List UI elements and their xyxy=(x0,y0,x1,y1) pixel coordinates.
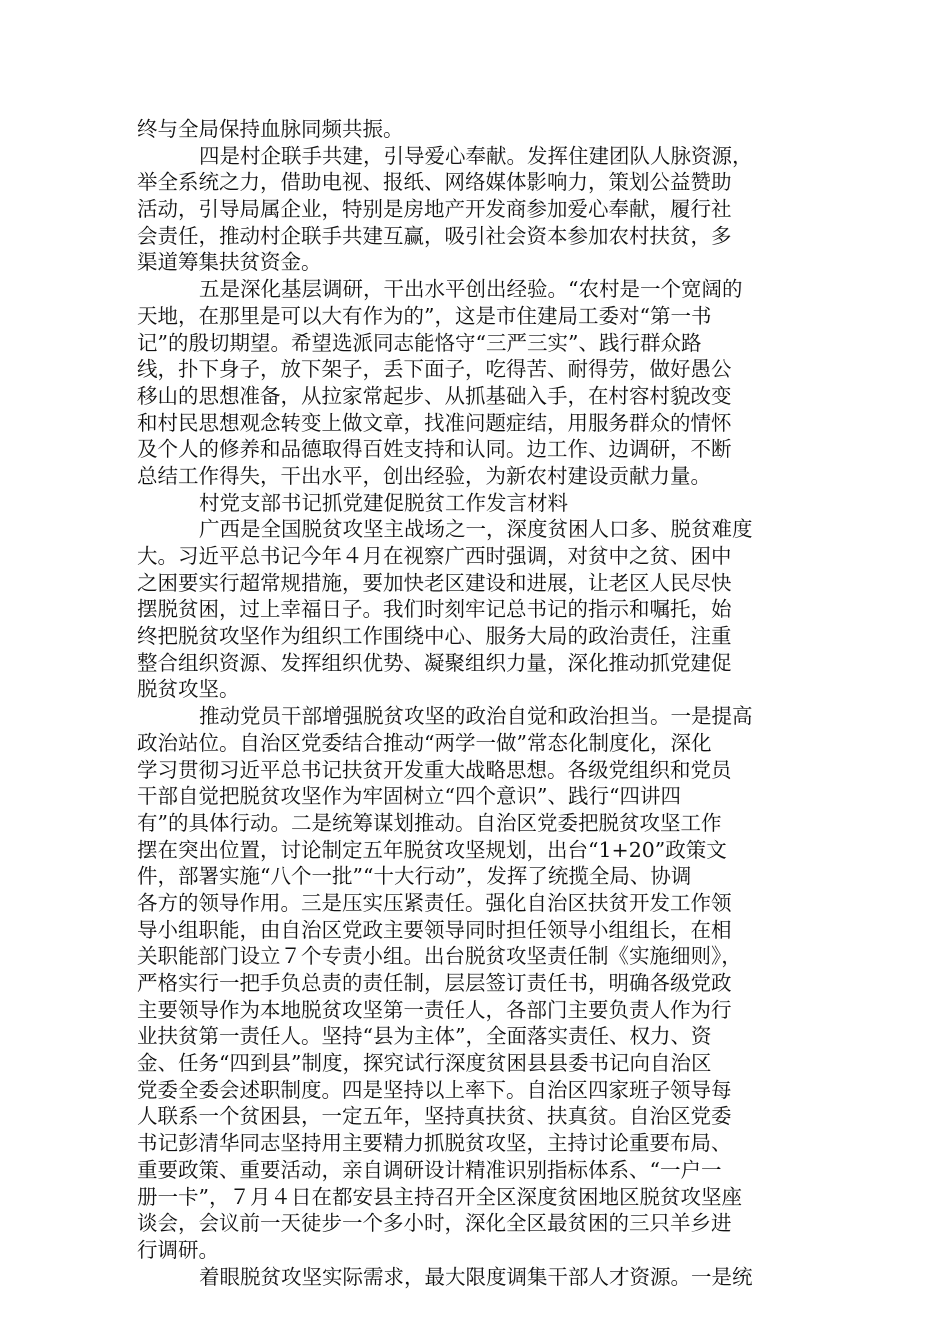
text-line: 终把脱贫攻坚作为组织工作围绕中心、服务大局的政治责任，注重 xyxy=(137,624,732,649)
text-line: 四是村企联手共建，引导爱心奉献。发挥住建团队人脉资源， xyxy=(199,143,753,168)
text-line: 天地，在那里是可以大有作为的”，这是市住建局工委对“第一书 xyxy=(137,303,712,328)
text-line: 摆在突出位置，讨论制定五年脱贫攻坚规划，出台“1+20”政策文 xyxy=(137,837,727,862)
text-line: 册一卡”，７月４日在都安县主持召开全区深度贫困地区脱贫攻坚座 xyxy=(137,1184,742,1209)
text-line: 导小组职能，由自治区党政主要领导同时担任领导小组组长，在相 xyxy=(137,917,732,942)
document-body-text xyxy=(137,116,823,1290)
text-line: 终与全局保持血脉同频共振。 xyxy=(137,117,404,141)
text-line: 学习贯彻习近平总书记扶贫开发重大战略思想。各级党组织和党员 xyxy=(137,757,732,782)
text-line: 金、任务“四到县”制度，探究试行深度贫困县县委书记向自治区 xyxy=(137,1051,712,1076)
text-line: 干部自觉把脱贫攻坚作为牢固树立“四个意识”、践行“四讲四 xyxy=(137,784,681,809)
text-line: 各方的领导作用。三是压实压紧责任。强化自治区扶贫开发工作领 xyxy=(137,890,732,915)
text-line: 脱贫攻坚。 xyxy=(137,677,240,702)
text-line: 举全系统之力，借助电视、报纸、网络媒体影响力，策划公益赞助 xyxy=(137,170,732,195)
text-line: 推动党员干部增强脱贫攻坚的政治自觉和政治担当。一是提高 xyxy=(199,704,753,729)
text-line: 大。习近平总书记今年４月在视察广西时强调，对贫中之贫、困中 xyxy=(137,544,732,568)
text-line: 摆脱贫困，过上幸福日子。我们时刻牢记总书记的指示和嘱托，始 xyxy=(137,597,732,622)
text-line: 移山的思想准备，从拉家常起步、从抓基础入手，在村容村貌改变 xyxy=(137,383,732,408)
text-line: 会责任，推动村企联手共建互赢，吸引社会资本参加农村扶贫，多 xyxy=(137,223,732,248)
text-line: 党委全委会述职制度。四是坚持以上率下。自治区四家班子领导每 xyxy=(137,1077,732,1102)
text-line: 有”的具体行动。二是统筹谋划推动。自治区党委把脱贫攻坚工作 xyxy=(137,810,722,835)
text-line: 着眼脱贫攻坚实际需求，最大限度调集干部人才资源。一是统 xyxy=(199,1264,753,1289)
text-line: 渠道筹集扶贫资金。 xyxy=(137,250,322,275)
text-line: 村党支部书记抓党建促脱贫工作发言材料 xyxy=(199,490,568,515)
text-line: 业扶贫第一责任人。坚持“县为主体”，全面落实责任、权力、资 xyxy=(137,1024,712,1049)
text-line: 重要政策、重要活动，亲自调研设计精准识别指标体系、“一户一 xyxy=(137,1157,722,1182)
text-line: 严格实行一把手负总责的责任制，层层签订责任书，明确各级党政 xyxy=(137,971,732,995)
text-line: 人联系一个贫困县，一定五年，坚持真扶贫、扶真贫。自治区党委 xyxy=(137,1104,732,1129)
text-line: 整合组织资源、发挥组织优势、凝聚组织力量，深化推动抓党建促 xyxy=(137,650,732,675)
text-line: 书记彭清华同志坚持用主要精力抓脱贫攻坚，主持讨论重要布局、 xyxy=(137,1131,732,1156)
text-line: 活动，引导局属企业，特别是房地产开发商参加爱心奉献，履行社 xyxy=(137,197,732,222)
text-line: 政治站位。自治区党委结合推动“两学一做”常态化制度化，深化 xyxy=(137,730,712,755)
text-line: 和村民思想观念转变上做文章，找准问题症结，用服务群众的情怀 xyxy=(137,410,732,435)
text-line: 及个人的修养和品德取得百姓支持和认同。边工作、边调研，不断 xyxy=(137,437,732,462)
text-line: 件，部署实施“八个一批”“十大行动”，发挥了统揽全局、协调 xyxy=(137,864,692,889)
text-line: 五是深化基层调研，干出水平创出经验。“农村是一个宽阔的 xyxy=(199,277,743,302)
text-line: 广西是全国脱贫攻坚主战场之一，深度贫困人口多、脱贫难度 xyxy=(199,517,753,542)
text-line: 关职能部门设立７个专责小组。出台脱贫攻坚责任制《实施细则》， xyxy=(137,944,742,969)
text-line: 行调研。 xyxy=(137,1237,219,1262)
text-line: 之困要实行超常规措施，要加快老区建设和进展，让老区人民尽快 xyxy=(137,570,732,595)
text-line: 谈会，会议前一天徒步一个多小时，深化全区最贫困的三只羊乡进 xyxy=(137,1211,732,1236)
text-line: 记”的殷切期望。希望选派同志能恪守“三严三实”、践行群众路 xyxy=(137,330,702,355)
text-line: 总结工作得失，干出水平，创出经验，为新农村建设贡献力量。 xyxy=(137,463,711,488)
text-line: 线，扑下身子，放下架子，丢下面子，吃得苦、耐得劳，做好愚公 xyxy=(137,357,732,382)
text-line: 主要领导作为本地脱贫攻坚第一责任人，各部门主要负责人作为行 xyxy=(137,997,732,1022)
